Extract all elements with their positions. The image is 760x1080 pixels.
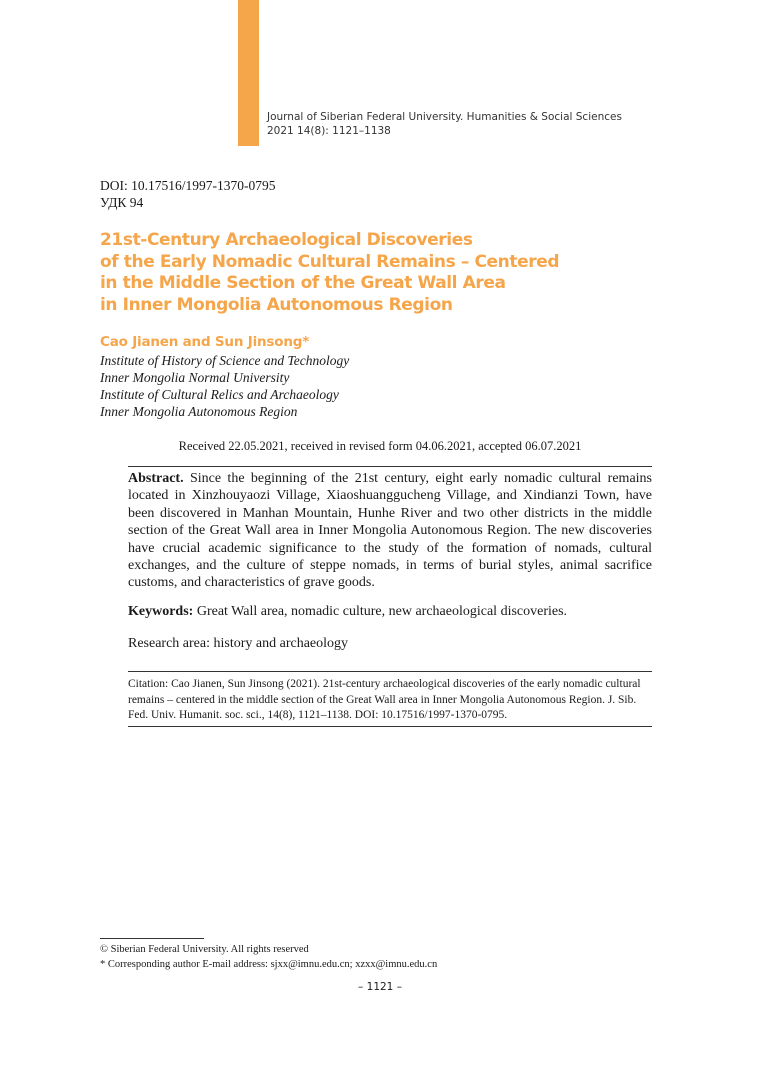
citation-top-rule	[128, 671, 652, 672]
received-dates: Received 22.05.2021, received in revised form 04.06.2021, accepted 06.07.2021	[178, 439, 582, 453]
journal-header	[267, 110, 622, 138]
keywords-text: Great Wall area, nomadic culture, new archaeological discoveries.	[196, 604, 568, 619]
affiliation: Inner Mongolia Autonomous Region	[100, 404, 298, 419]
citation-bottom-rule	[128, 726, 652, 727]
article-identifiers	[100, 177, 276, 211]
udk: УДК 94	[100, 195, 144, 210]
research-area: Research area: history and archaeology	[128, 636, 349, 651]
title-line: in the Middle Section of the Great Wall Area	[100, 273, 506, 293]
abstract-text: Since the beginning of the 21st century, eight early nomadic cultural remains located in Xinzhouyaozi Village, Xiaoshuanggucheng Village, and Xindianzi Town, have been discovered in Manhan Mountain, Hunhe River and two other districts in the middle section of the Great Wall area in Inner Mongolia Autonomous Region. The new discoveries have crucial academic significance to the study of the formation of nomads, cultural exchanges, and the culture of steppe nomads, in terms of burial styles, animal sacrifice customs, and characteristics of grave goods.	[128, 471, 652, 591]
journal-name: Journal of Siberian Federal University. Humanities & Social Sciences	[267, 111, 622, 123]
affiliation: Inner Mongolia Normal University	[100, 370, 290, 385]
article-title	[100, 230, 570, 316]
page-number: – 1121 –	[358, 981, 402, 993]
keywords	[128, 603, 652, 620]
abstract	[128, 470, 652, 592]
abstract-top-rule	[128, 466, 652, 467]
affiliations	[100, 352, 349, 420]
authors: Cao Jianen and Sun Jinsong*	[100, 334, 310, 350]
corresponding-author-footnote: * Corresponding author E-mail address: sjxx@imnu.edu.cn; xzxx@imnu.edu.cn	[100, 959, 438, 970]
title-line: 21st-Century Archaeological Discoveries	[100, 230, 473, 250]
title-line: of the Early Nomadic Cultural Remains – Centered	[100, 251, 560, 272]
affiliation: Institute of History of Science and Technology	[100, 353, 350, 368]
journal-issue: 2021 14(8): 1121–1138	[267, 125, 391, 137]
header-accent-bar	[238, 0, 259, 146]
copyright-footnote: © Siberian Federal University. All rights reserved	[100, 944, 309, 955]
citation: Citation: Cao Jianen, Sun Jinsong (2021). 21st-century archaeological discoveries of the early nomadic cultural remains – centered in the middle section of the Great Wall area in Inner Mongolia Autonomous Region. J. Sib. Fed. Univ. Humanit. soc. sci., 14(8), 1121–1138. DOI: 10.17516/1997-1370-0795.	[128, 678, 641, 721]
abstract-label: Abstract.	[128, 471, 184, 486]
footnotes	[100, 942, 437, 972]
keywords-label: Keywords:	[128, 604, 194, 619]
affiliation: Institute of Cultural Relics and Archaeology	[100, 387, 339, 402]
title-line: in Inner Mongolia Autonomous Region	[100, 294, 453, 315]
doi: DOI: 10.17516/1997-1370-0795	[100, 178, 276, 193]
footnote-rule	[100, 938, 204, 939]
